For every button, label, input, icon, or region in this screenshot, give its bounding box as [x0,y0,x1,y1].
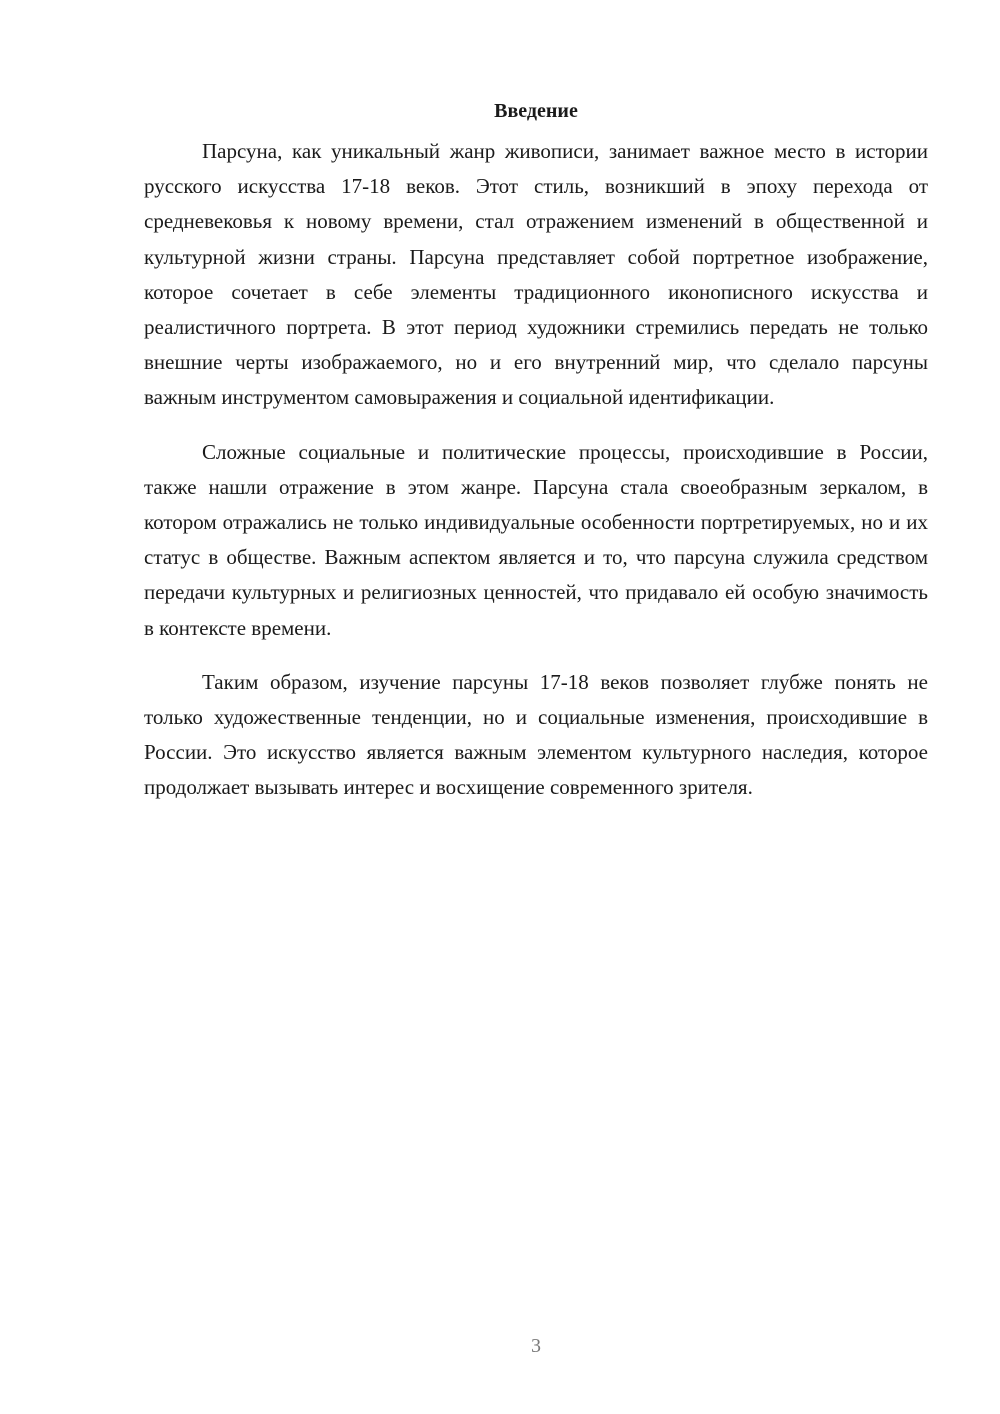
page-number: 3 [531,1335,541,1357]
page-content [144,94,928,825]
paragraph-2: Сложные социальные и политические процессы, происходившие в России, также нашли отражение в этом жанре. Парсуна стала своеобразным зеркалом, в котором отражались не только индивидуальные особенности портретируемых, но и их статус в обществе. Важным аспектом является и то, что парсуна служила средством передачи культурных и религиозных ценностей, что придавало ей особую значимость в контексте времени. [144,439,928,640]
section-heading: Введение [494,100,578,122]
paragraph-3: Таким образом, изучение парсуны 17-18 веков позволяет глубже понять не только художественные тенденции, но и социальные изменения, происходившие в России. Это искусство является важным элементом культурного наследия, которое продолжает вызывать интерес и восхищение современного зрителя. [144,669,928,800]
paragraph-1: Парсуна, как уникальный жанр живописи, занимает важное место в истории русского искусства 17-18 веков. Этот стиль, возникший в эпоху перехода от средневековья к новому времени, стал отражением изменений в общественной и культурной жизни страны. Парсуна представляет собой портретное изображение, которое сочетает в себе элементы традиционного иконописного искусства и реалистичного портрета. В этот период художники стремились передать не только внешние черты изображаемого, но и его внутренний мир, что сделало парсуны важным инструментом самовыражения и социальной идентификации. [144,139,928,410]
